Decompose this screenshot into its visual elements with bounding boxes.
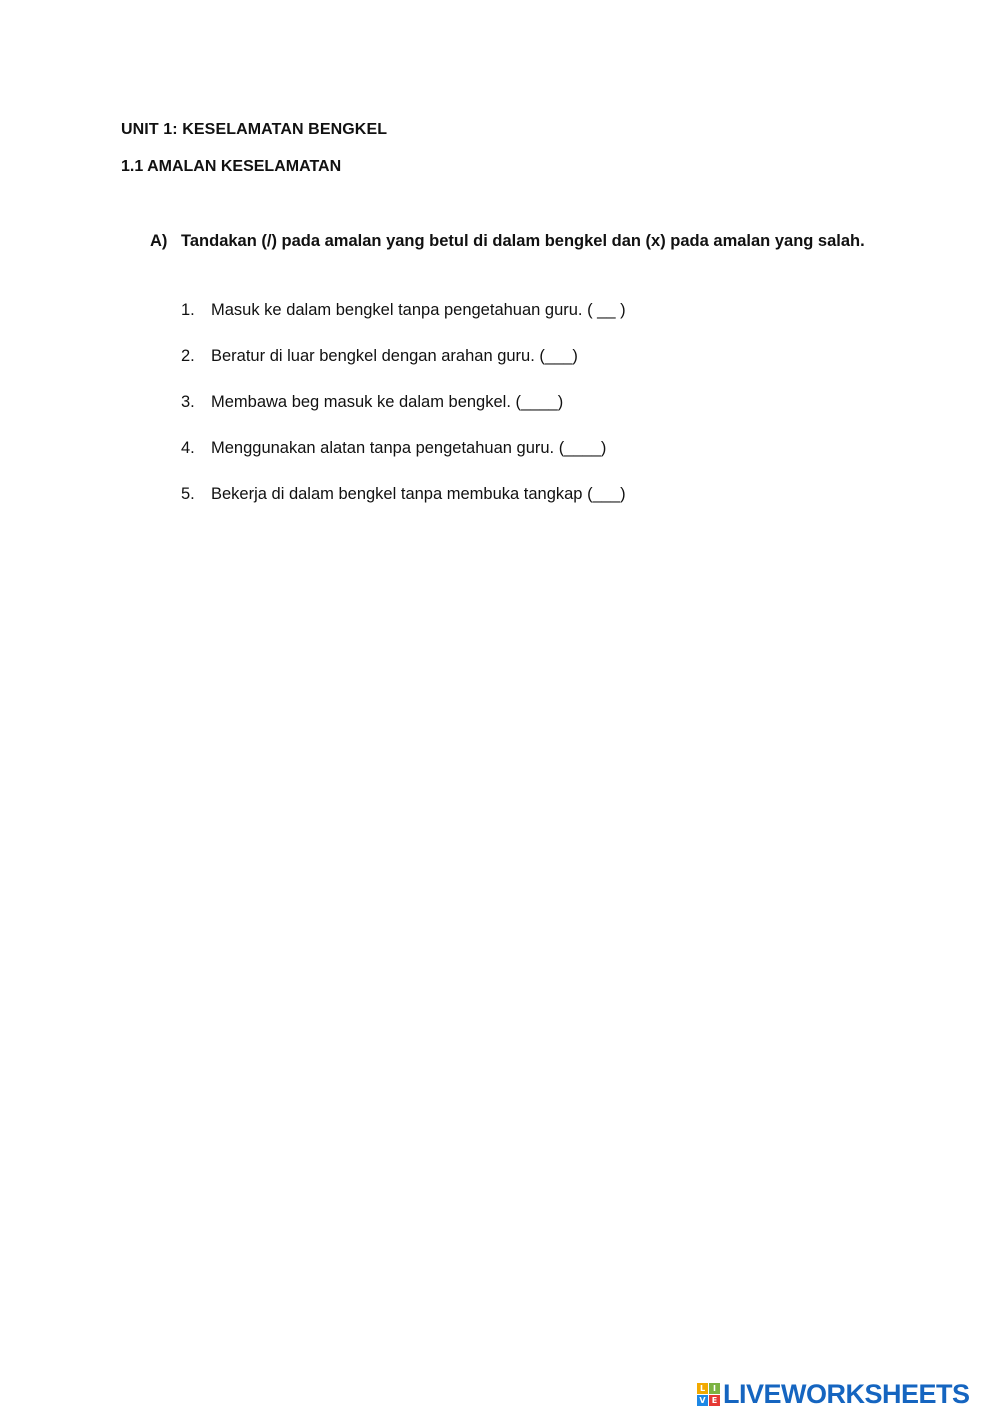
liveworksheets-brand	[697, 1378, 970, 1410]
question-list	[181, 299, 881, 529]
logo-letter: V	[697, 1395, 708, 1406]
question-text: Masuk ke dalam bengkel tanpa pengetahuan guru. ( __ )	[211, 301, 626, 319]
question-item	[181, 345, 881, 391]
question-item	[181, 483, 881, 529]
liveworksheets-logo-icon	[697, 1383, 720, 1406]
logo-letter: E	[709, 1395, 720, 1406]
logo-letter: I	[709, 1383, 720, 1394]
question-item	[181, 391, 881, 437]
logo-letter: L	[697, 1383, 708, 1394]
section-title: 1.1 AMALAN KESELAMATAN	[121, 158, 342, 175]
question-item	[181, 299, 881, 345]
question-text: Menggunakan alatan tanpa pengetahuan guru. (____)	[211, 439, 607, 457]
instruction	[150, 230, 870, 253]
question-number: 2.	[181, 347, 195, 365]
question-text: Membawa beg masuk ke dalam bengkel. (____)	[211, 393, 564, 411]
question-item	[181, 437, 881, 483]
question-number: 3.	[181, 393, 195, 411]
question-number: 1.	[181, 301, 195, 319]
liveworksheets-wordmark: LIVEWORKSHEETS	[723, 1378, 970, 1409]
instruction-text: Tandakan (/) pada amalan yang betul di dalam bengkel dan (x) pada amalan yang salah.	[181, 232, 865, 250]
instruction-marker: A)	[150, 232, 168, 250]
unit-title: UNIT 1: KESELAMATAN BENGKEL	[121, 121, 388, 138]
question-text: Beratur di luar bengkel dengan arahan guru. (___)	[211, 347, 578, 365]
question-text: Bekerja di dalam bengkel tanpa membuka tangkap (___)	[211, 485, 626, 503]
question-number: 4.	[181, 439, 195, 457]
question-number: 5.	[181, 485, 195, 503]
